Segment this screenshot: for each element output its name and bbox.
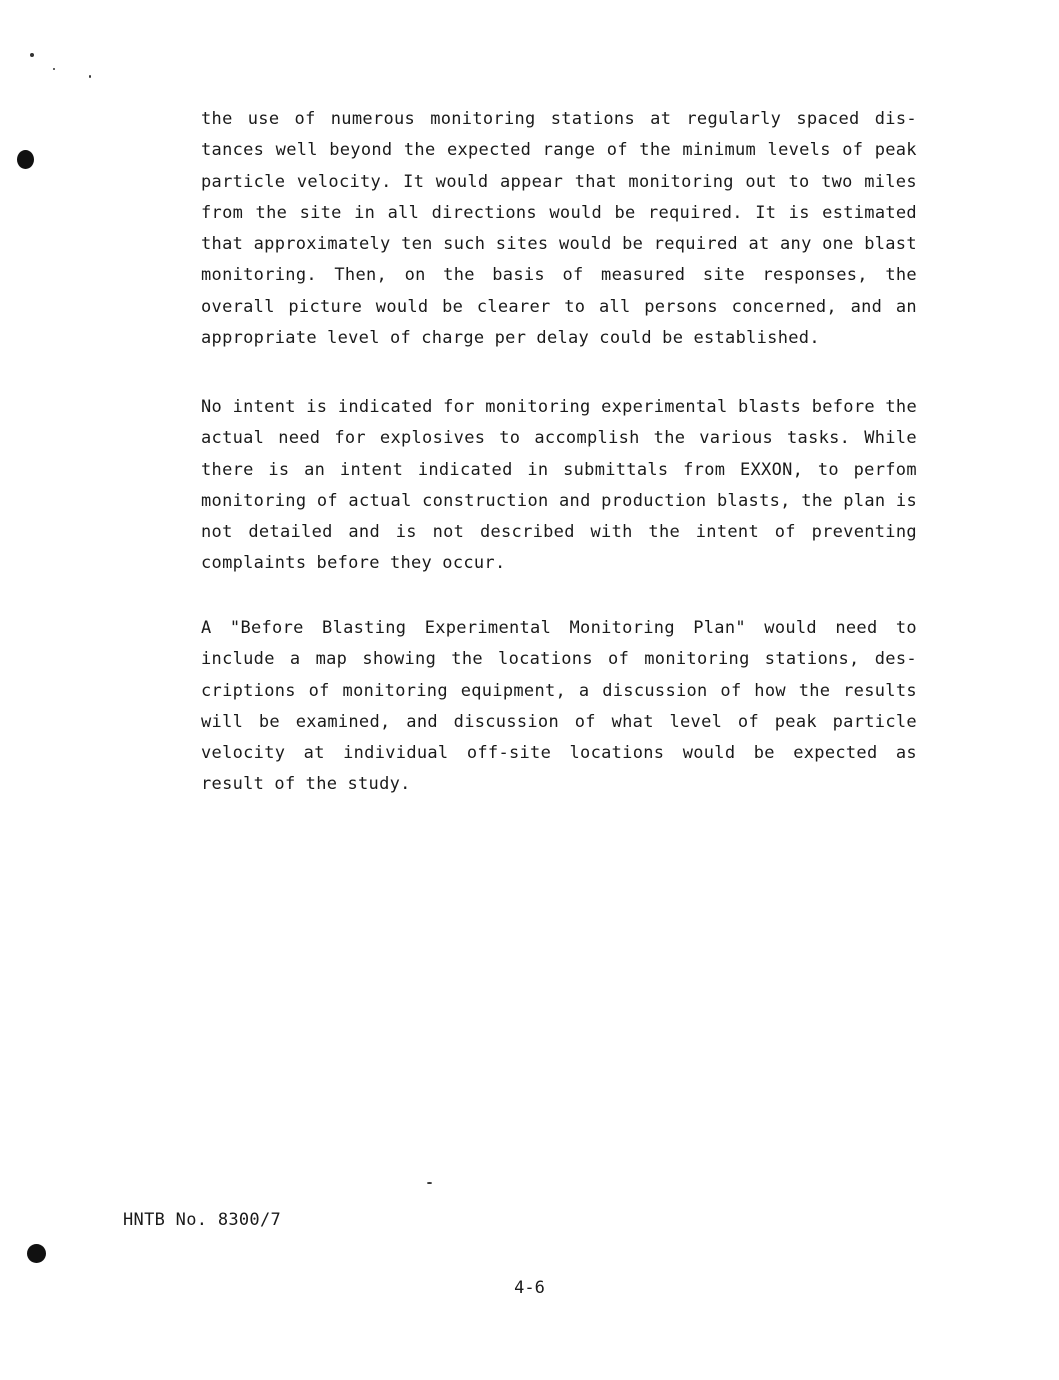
text-line: A "Before Blasting Experimental Monitoring Plan" would need to — [201, 618, 917, 638]
document-id: HNTB No. 8300/7 — [123, 1210, 282, 1230]
text-line: complaints before they occur. — [201, 553, 506, 574]
page-number: 4-6 — [514, 1278, 545, 1298]
text-line: there is an intent indicated in submittals from EXXON, to perfom — [201, 459, 917, 480]
scan-speck — [30, 53, 34, 57]
text-line: particle velocity. It would appear that monitoring out to two miles — [201, 171, 917, 192]
text-line: overall picture would be clearer to all persons concerned, and an — [201, 296, 917, 317]
text-line: include a map showing the locations of monitoring stations, des- — [201, 649, 917, 670]
text-line: actual need for explosives to accomplish the various tasks. While — [201, 428, 917, 449]
text-line: not detailed and is not described with the intent of preventing — [201, 522, 917, 543]
paragraph-monitoring-plan — [201, 613, 917, 801]
paragraph-monitoring-stations — [201, 104, 917, 354]
text-line: result of the study. — [201, 774, 411, 795]
text-line: No intent is indicated for monitoring experimental blasts before the — [201, 397, 917, 417]
text-line: will be examined, and discussion of what level of peak particle — [201, 711, 917, 732]
paragraph-no-intent — [201, 392, 917, 580]
punch-hole-bottom — [27, 1244, 46, 1263]
text-line: that approximately ten such sites would be required at any one blast — [201, 234, 917, 255]
text-line: velocity at individual off-site locations would be expected as — [201, 743, 917, 764]
text-line: from the site in all directions would be required. It is estimated — [201, 202, 917, 223]
text-line: criptions of monitoring equipment, a discussion of how the results — [201, 680, 917, 701]
scan-speck — [89, 75, 91, 78]
text-line: monitoring. Then, on the basis of measured site responses, the — [201, 265, 917, 286]
punch-hole-top — [17, 150, 34, 169]
scan-speck — [53, 68, 55, 70]
text-line: appropriate level of charge per delay could be established. — [201, 328, 820, 349]
text-line: the use of numerous monitoring stations at regularly spaced dis- — [201, 109, 917, 129]
text-line: monitoring of actual construction and production blasts, the plan is — [201, 490, 917, 511]
scan-speck — [427, 1182, 432, 1184]
text-line: tances well beyond the expected range of the minimum levels of peak — [201, 140, 917, 161]
